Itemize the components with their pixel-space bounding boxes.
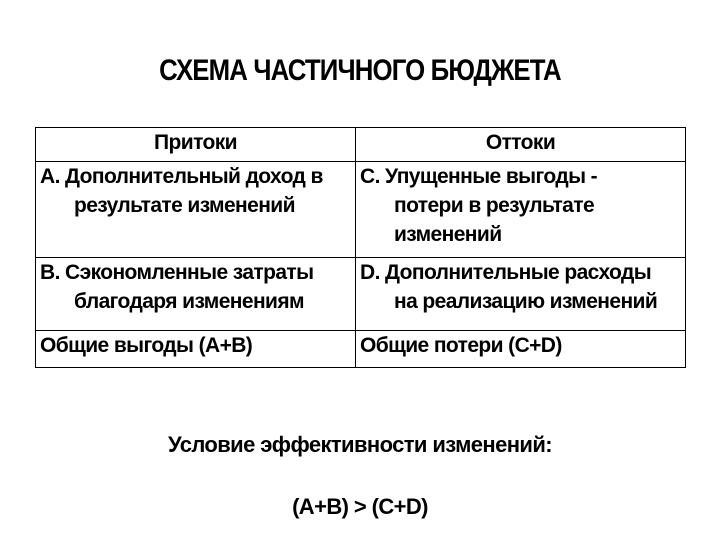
totals-row: [36, 331, 686, 368]
item-d-line2: на реализацию изменений: [394, 290, 658, 313]
inflows-header: Притоки: [36, 128, 356, 162]
table-header-row: [36, 128, 686, 162]
table-row: [36, 258, 686, 331]
item-c-cell: [356, 162, 686, 258]
efficiency-formula: (A+B) > (C+D): [292, 494, 428, 519]
outflows-header: Оттоки: [356, 128, 686, 162]
item-b-cell: [36, 258, 356, 331]
item-c-line3: изменений: [394, 223, 502, 246]
item-b-line2: благодаря изменениям: [74, 290, 304, 313]
total-benefits-cell: Общие выгоды (A+B): [36, 331, 356, 368]
table-row: [36, 162, 686, 258]
item-a-line2: результате изменений: [74, 194, 295, 217]
page-title: СХЕМА ЧАСТИЧНОГО БЮДЖЕТА: [159, 54, 561, 87]
item-d-line1: D. Дополнительные расходы: [360, 261, 652, 284]
item-a-line1: А. Дополнительный доход в: [40, 165, 323, 188]
item-c-line1: С. Упущенные выгоды -: [360, 165, 598, 188]
efficiency-condition-label: Условие эффективности изменений:: [168, 432, 552, 457]
item-a-cell: [36, 162, 356, 258]
item-b-line1: В. Сэкономленные затраты: [40, 261, 314, 284]
partial-budget-table: [35, 127, 686, 368]
total-losses-cell: Общие потери (C+D): [356, 331, 686, 368]
item-c-line2: потери в результате: [394, 194, 595, 217]
item-d-cell: [356, 258, 686, 331]
